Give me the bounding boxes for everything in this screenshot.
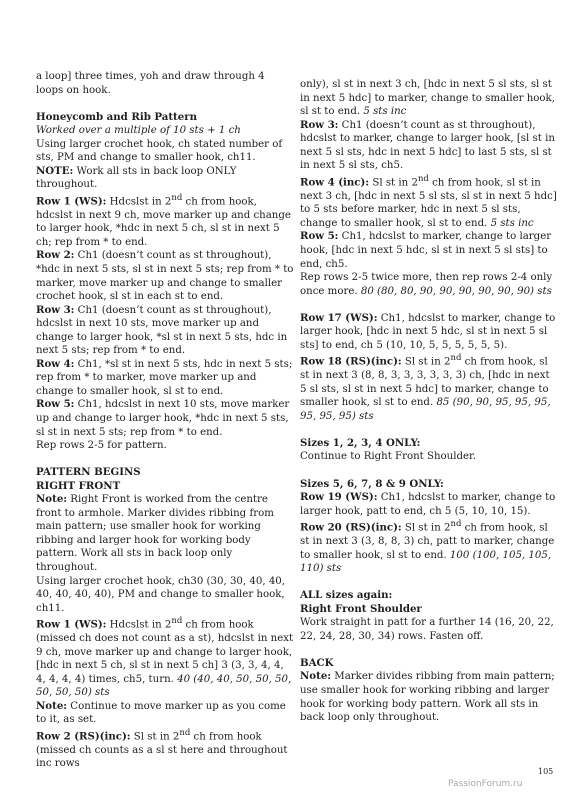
multiple-note: Worked over a multiple of 10 sts + 1 ch	[36, 125, 241, 137]
sizes-1-4-title: Sizes 1, 2, 3, 4 ONLY:	[300, 436, 421, 449]
right-front-note: Note: Right Front is worked from the centre front to armhole. Marker divides ribbing from main pattern; use smaller hook for working ribbing and larger hook for working body pattern. Work all sts in back loop only throughout.	[36, 493, 274, 573]
right-front-row-1: Row 1 (WS): Hdcslst in 2nd ch from hook (missed ch does not count as a st), hdcslst in next 9 ch, move marker up and change to larger hook, [hdc in next 5 ch, sl st in next 5 ch] 3 (3, 3, 4, 4, 4, 4, 4, 4) times, ch5, turn. 40 (40, 40, 50, 50, 50, 50, 50, 50) sts	[36, 616, 294, 699]
repeat-text: Rep rows 2-5 for pattern.	[36, 440, 167, 452]
rf-row-20: Row 20 (RS)(inc): Sl st in 2nd ch from hook, sl st in next 3 (3, 8, 8, 3) ch, patt to marker, change to smaller hook, sl st to end. 100 (100, 105, 105, 110) sts	[300, 519, 555, 575]
continued-row-2: only), sl st in next 3 ch, [hdc in next 5 sl sts, sl st in next 5 hdc] to marker, change to smaller hook, sl st to end. 5 sts inc	[300, 79, 555, 118]
right-front-shoulder-title: Right Front Shoulder	[300, 602, 422, 615]
row-1: Row 1 (WS): Hdcslst in 2nd ch from hook, hdcslst in next 9 ch, move marker up and change to larger hook, *hdc in next 5 ch, sl st in next 5 ch; rep from * to end.	[36, 192, 291, 248]
rf-row-4: Row 4 (inc): Sl st in 2nd ch from hook, sl st in next 3 ch, [hdc in next 5 sl sts, sl st in next 5 hdc] to 5 sts before marker, hdc in next 5 sl sts, change to smaller hook, sl st to end. 5 sts inc	[300, 173, 557, 229]
row-4: Row 4: Ch1, *sl st in next 5 sts, hdc in next 5 sts; rep from * to marker, move marker up and change to smaller hook, sl st to end.	[36, 357, 293, 397]
rf-row-18: Row 18 (RS)(inc): Sl st in 2nd ch from hook, sl st in next 3 (8, 8, 3, 3, 3, 3, 3, 3) ch, [hdc in next 5 sl sts, sl st in next 5 hdc] to marker, change to smaller hook, sl st to end. 85 (90, 90, 95, 95, 95, 95, 95, 95) sts	[300, 353, 551, 422]
section-title-right-front: RIGHT FRONT	[36, 479, 121, 492]
section-title-honeycomb: Honeycomb and Rib Pattern	[36, 110, 198, 123]
right-front-intro: Using larger crochet hook, ch30 (30, 30, 40, 40, 40, 40, 40, 40), PM and change to smaller hook, ch11.	[36, 575, 286, 614]
back-title: BACK	[300, 656, 334, 669]
section-title-pattern-begins: PATTERN BEGINS	[36, 466, 141, 479]
all-sizes-title: ALL sizes again:	[300, 589, 393, 602]
row-5: Row 5: Ch1, hdcslst in next 10 sts, move marker up and change to larger hook, *hdc in next 5 sts, sl st in next 5 sts; rep from * to end.	[36, 398, 290, 438]
rf-row-5: Row 5: Ch1, hdcslst to marker, change to larger hook, [hdc in next 5 hdc, sl st in next 5 sl sts] to end, ch5.	[300, 230, 552, 270]
row-2: Row 2: Ch1 (doesn’t count as st throughout), *hdc in next 5 sts, sl st in next 5 sts; rep from * to marker, move marker up and change to smaller crochet hook, sl st in each st to end.	[36, 249, 294, 303]
rf-row-3: Row 3: Ch1 (doesn’t count as st throughout), hdcslst to marker, change to larger hook, [sl st in next 5 sl sts, hdc in next 5 hdc] to last 5 sts, sl st in next 5 sl sts, ch5.	[300, 118, 555, 172]
rf-row-17: Row 17 (WS): Ch1, hdcslst to marker, change to larger hook, [hdc in next 5 hdc, sl st in next 5 sl sts] to end, ch 5 (10, 10, 5, 5, 5, 5, 5, 5).	[300, 311, 556, 351]
rf-row-19: Row 19 (WS): Ch1, hdcslst to marker, change to larger hook, patt to end, ch 5 (5, 10, 10, 15).	[300, 491, 556, 517]
left-column	[36, 70, 294, 771]
back-note: Note: Marker divides ribbing from main pattern; use smaller hook for working ribbing and larger hook for working body pattern. Work all sts in back loop only throughout.	[300, 670, 555, 724]
right-front-row-2: Row 2 (RS)(inc): Sl st in 2nd ch from hook (missed ch counts as a sl st here and throughout inc rows	[36, 727, 288, 770]
intro-paragraph: Using larger crochet hook, ch stated number of sts, PM and change to smaller hook, ch11.	[36, 138, 283, 164]
note-paragraph: NOTE: Work all sts in back loop ONLY throughout.	[36, 164, 237, 191]
right-front-shoulder-text: Work straight in patt for a further 14 (16, 20, 22, 22, 24, 28, 30, 34) rows. Fasten off.	[300, 617, 554, 642]
right-column	[300, 78, 558, 725]
rf-repeat: Rep rows 2-5 twice more, then rep rows 2-4 only once more. 80 (80, 80, 90, 90, 90, 90, 90, 90) sts	[300, 272, 553, 297]
watermark: PassionForum.ru	[448, 779, 523, 789]
marker-note: Note: Continue to move marker up as you come to it, as set.	[36, 699, 286, 726]
continued-text: a loop] three times, yoh and draw through 4 loops on hook.	[36, 71, 265, 96]
page-number: 105	[538, 767, 554, 776]
row-3: Row 3: Ch1 (doesn’t count as st throughout), hdcslst in next 10 sts, move marker up and change to larger hook, *sl st in next 5 sts, hdc in next 5 sts; rep from * to end.	[36, 303, 288, 357]
sizes-1-4-text: Continue to Right Front Shoulder.	[300, 451, 477, 463]
sizes-5-9-title: Sizes 5, 6, 7, 8 & 9 ONLY:	[300, 477, 444, 490]
